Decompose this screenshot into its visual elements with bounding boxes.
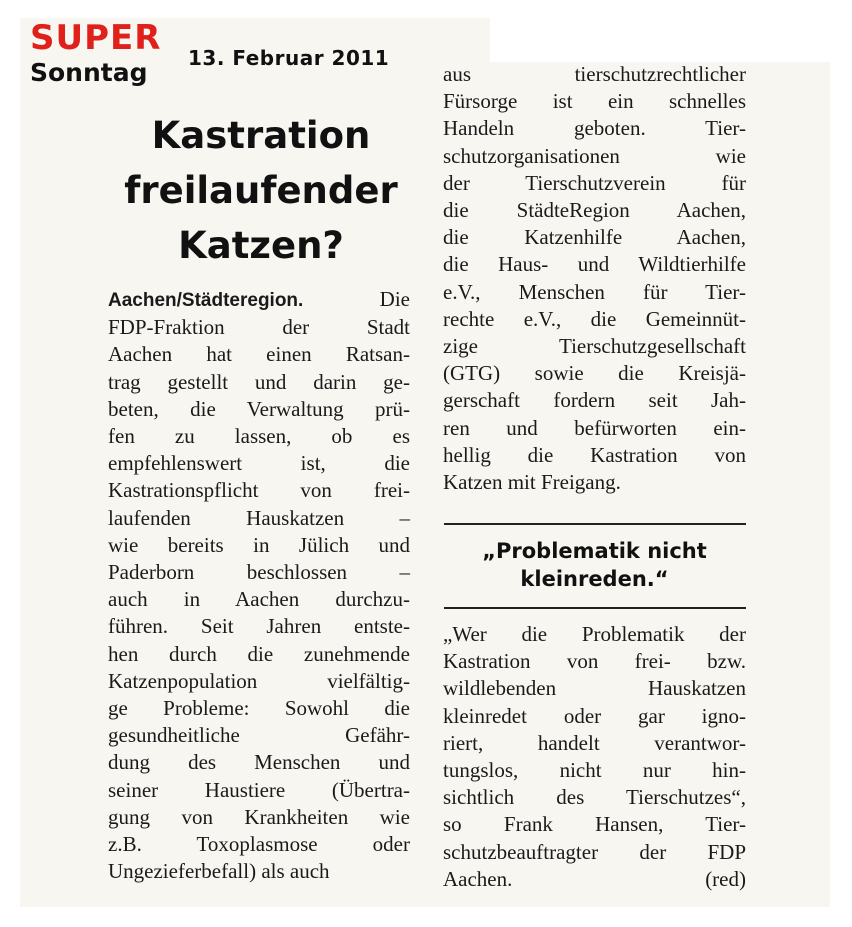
signoff-place: Aachen.	[443, 866, 513, 891]
text-line: so Frank Hansen, Tier-	[443, 812, 746, 837]
text-line: FDP-Fraktion der Stadt	[108, 315, 410, 340]
text-line: z.B. Toxoplasmose oder	[108, 832, 410, 857]
subheadline	[443, 537, 746, 593]
text-line: „Wer die Problematik der	[443, 622, 746, 646]
signoff-author: (red)	[705, 866, 746, 891]
text-line: gung von Krankheiten wie	[108, 804, 410, 829]
quote-column	[443, 621, 746, 893]
text-line: wie bereits in Jülich und	[108, 532, 410, 557]
divider-rule-bottom	[444, 607, 746, 609]
logo-sonntag: Sonntag	[30, 58, 148, 87]
text-line: Katzen mit Freigang.	[443, 470, 621, 495]
text-line: sichtlich des Tierschutzes“,	[443, 785, 746, 810]
text-line: seiner Haustiere (Übertra-	[108, 777, 410, 802]
text-line: gerschaft fordern seit Jah-	[443, 388, 746, 413]
text-line: wildlebenden Hauskatzen	[443, 676, 746, 701]
article-headline	[110, 108, 412, 273]
subheadline-line: kleinreden.“	[520, 567, 669, 591]
text-line: rechte e.V., die Gemeinnüt-	[443, 306, 746, 331]
text-line: führen. Seit Jahren entste-	[108, 614, 410, 639]
text-line: schutzorganisationen wie	[443, 143, 746, 168]
text-line: zige Tierschutzgesellschaft	[443, 334, 746, 359]
text-line: Aachen hat einen Ratsan-	[108, 342, 410, 367]
article-lead: Aachen/Städteregion.	[108, 290, 304, 311]
text-line: kleinredet oder gar igno-	[443, 703, 746, 728]
text-line: gesundheitliche Gefähr-	[108, 723, 410, 748]
headline-line: Kastration	[151, 114, 371, 157]
text-line: auch in Aachen durchzu-	[108, 587, 410, 612]
text-line: dung des Menschen und	[108, 750, 410, 775]
signoff	[443, 866, 746, 893]
text-line: Kastration von frei- bzw.	[443, 649, 746, 674]
text-line: riert, handelt verantwor-	[443, 730, 746, 755]
text-line: die Haus- und Wildtierhilfe	[443, 252, 746, 277]
text-line: aus tierschutzrechtlicher	[443, 62, 746, 86]
text-line: ge Probleme: Sowohl die	[108, 696, 410, 721]
logo-super: SUPER	[30, 18, 162, 58]
text-line: Ungezieferbefall) als auch	[108, 859, 330, 884]
text-line: ren und befürworten ein-	[443, 415, 746, 440]
divider-rule-top	[444, 523, 746, 525]
text-line: hen durch die zunehmende	[108, 641, 410, 666]
publication-date: 13. Februar 2011	[188, 46, 390, 70]
text-line: die StädteRegion Aachen,	[443, 198, 746, 223]
text-line: hellig die Kastration von	[443, 442, 746, 467]
text-line: Paderborn beschlossen –	[108, 560, 410, 585]
text-line: empfehlenswert ist, die	[108, 451, 410, 476]
text-line: laufenden Hauskatzen –	[108, 505, 410, 530]
text-line: Fürsorge ist ein schnelles	[443, 89, 746, 114]
headline-line: freilaufender	[124, 169, 398, 212]
headline-line: Katzen?	[178, 224, 344, 267]
text-line: Handeln geboten. Tier-	[443, 116, 746, 141]
text-line: fen zu lassen, ob es	[108, 424, 410, 449]
subheadline-line: „Problematik nicht	[482, 539, 707, 563]
text-line: beten, die Verwaltung prü-	[108, 396, 410, 421]
text-line: Aachen/Städteregion. Die	[108, 287, 410, 311]
body-column-left	[108, 286, 410, 885]
text-line: der Tierschutzverein für	[443, 170, 746, 195]
text-line: Kastrationspflicht von frei-	[108, 478, 410, 503]
text-line: (GTG) sowie die Kreisjä-	[443, 361, 746, 386]
text-line: tungslos, nicht nur hin-	[443, 758, 746, 783]
text-line: die Katzenhilfe Aachen,	[443, 225, 746, 250]
text-line: Katzenpopulation vielfältig-	[108, 668, 410, 693]
text-line: e.V., Menschen für Tier-	[443, 279, 746, 304]
text-line: trag gestellt und darin ge-	[108, 369, 410, 394]
body-column-right	[443, 61, 746, 496]
text-line: schutzbeauftragter der FDP	[443, 839, 746, 864]
